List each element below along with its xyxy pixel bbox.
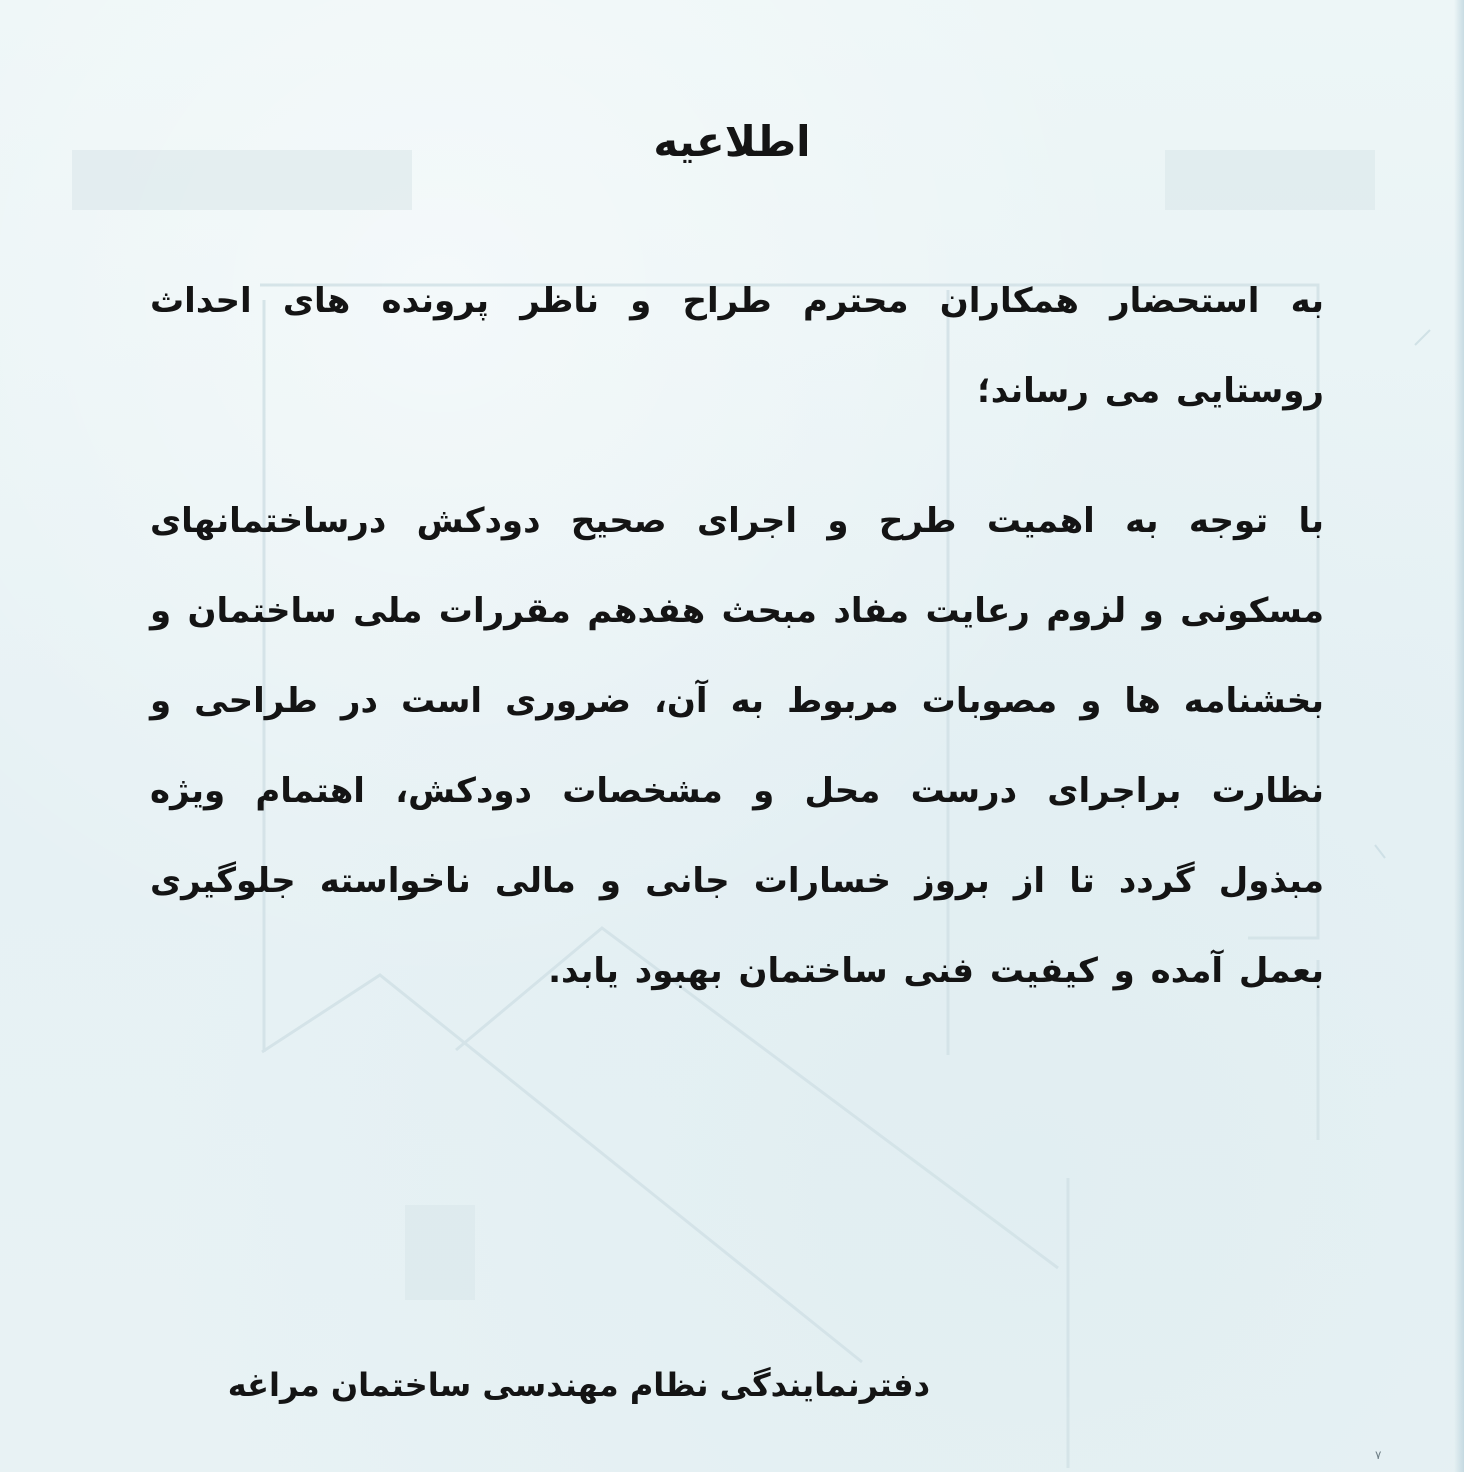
paragraph-gap (150, 436, 1324, 476)
paragraph-2-line-2: مسکونی و لزوم رعایت مفاد مبحث هفدهم مقررات ملی ساختمان و (150, 591, 1324, 631)
paragraph-2-line-4: نظارت براجرای درست محل و مشخصات دودکش، اهتمام ویژه (150, 771, 1324, 811)
document-body (150, 256, 1324, 1016)
paragraph-2-line-1: با توجه به اهمیت طرح و اجرای صحیح دودکش درساختمانهای (150, 501, 1324, 541)
page-mark: ۷ (1375, 1448, 1382, 1462)
document-title: اطلاعیه (653, 117, 811, 166)
paragraph-1-line-2: روستایی می رساند؛ (977, 371, 1324, 411)
paragraph-2-line-5: مبذول گردد تا از بروز خسارات جانی و مالی ناخواسته جلوگیری (150, 861, 1324, 901)
paragraph-2-line-6: بعمل آمده و کیفیت فنی ساختمان بهبود یابد. (548, 951, 1324, 991)
paragraph-2-line-3: بخشنامه ها و مصوبات مربوط به آن، ضروری است در طراحی و (150, 681, 1324, 721)
scan-edge-shadow (1454, 0, 1464, 1472)
signature-office: دفترنمایندگی نظام مهندسی ساختمان مراغه (227, 1366, 930, 1404)
paragraph-1-line-1: به استحضار همکاران محترم طراح و ناظر پرونده های احداث (150, 281, 1324, 321)
